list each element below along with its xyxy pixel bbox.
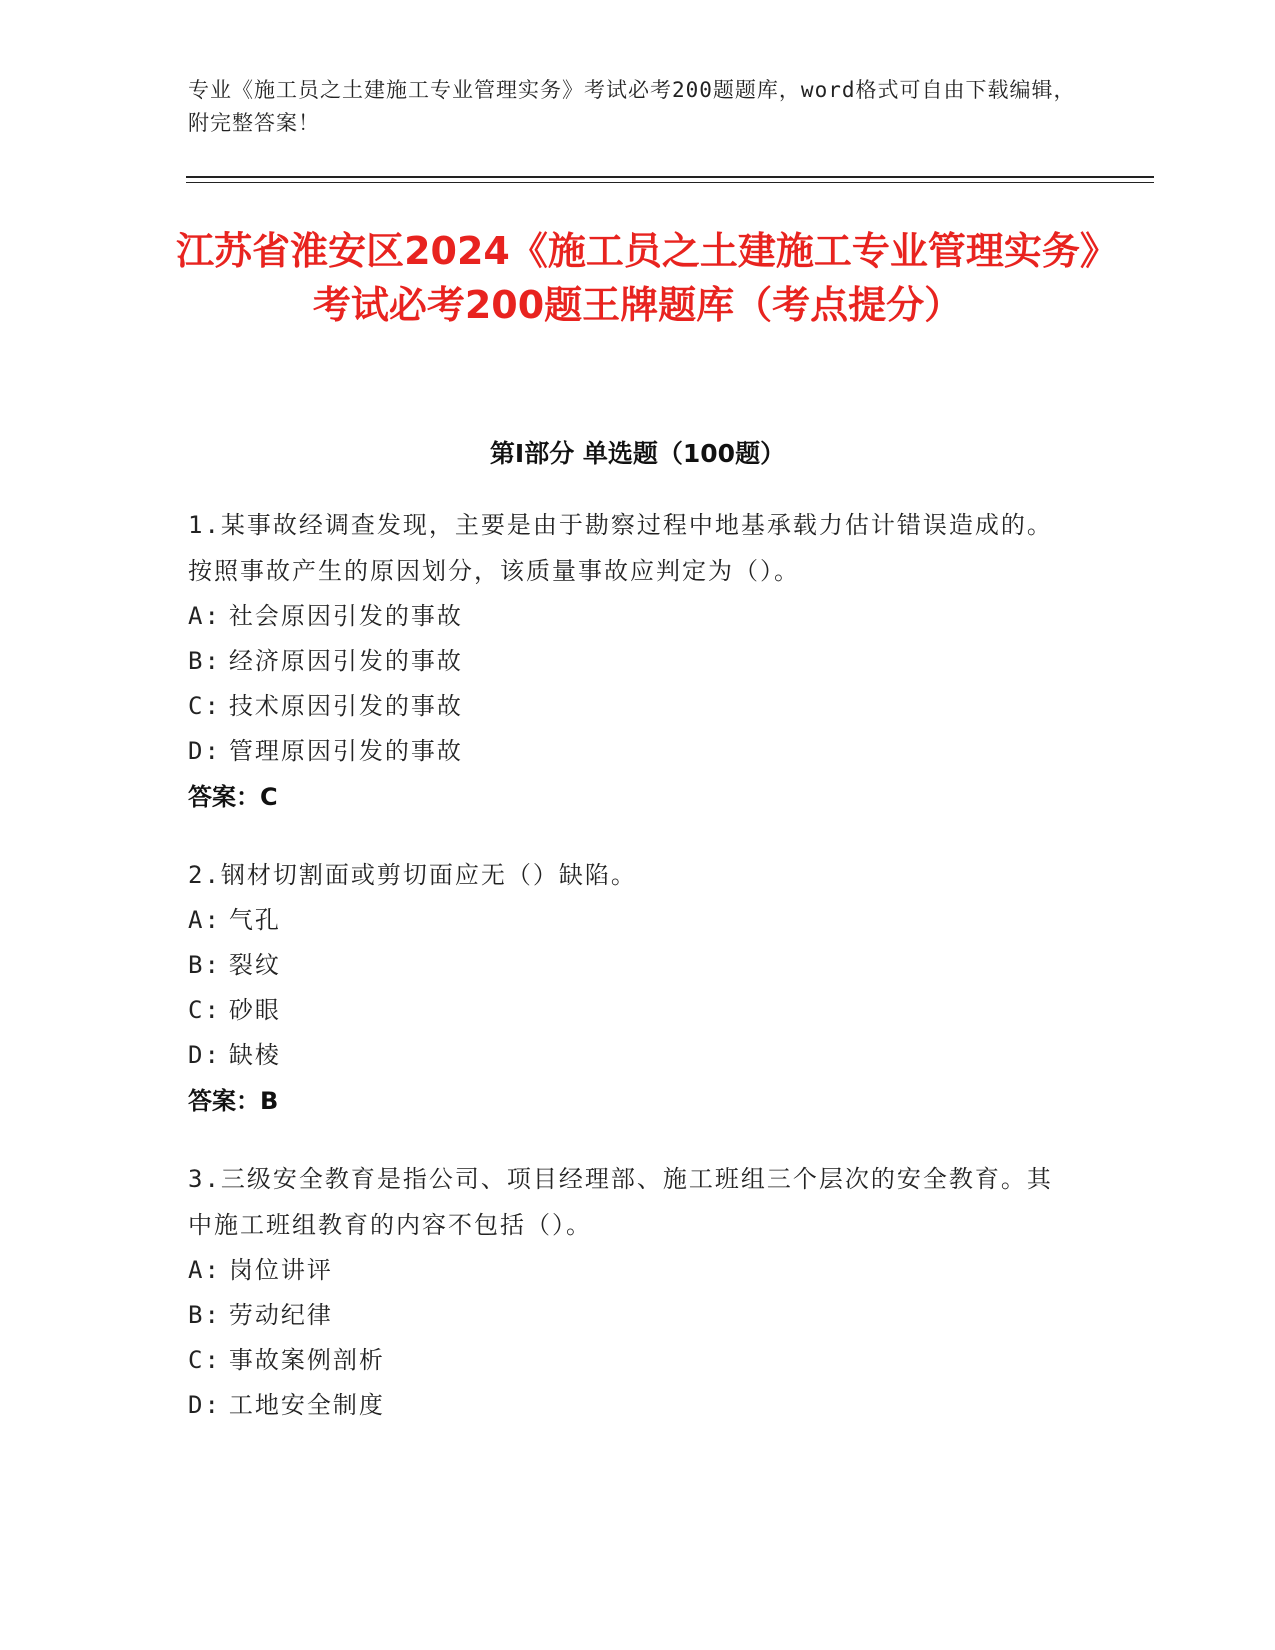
option-text: 技术原因引发的事故: [228, 692, 463, 720]
option-letter: C:: [188, 1346, 221, 1374]
question-stem: 2.钢材切割面或剪切面应无（）缺陷。: [188, 861, 637, 889]
option-b: [188, 943, 1068, 988]
answer-line: 答案：B: [188, 1087, 279, 1115]
option-d: [188, 729, 1068, 774]
option-d: [188, 1033, 1068, 1078]
option-a: [188, 898, 1068, 943]
question-3: [188, 1156, 1068, 1428]
option-text: 社会原因引发的事故: [228, 602, 463, 630]
option-letter: A:: [188, 1256, 221, 1284]
option-a: [188, 1248, 1068, 1293]
option-text: 裂纹: [228, 951, 281, 979]
option-text: 砂眼: [228, 996, 281, 1024]
option-letter: A:: [188, 906, 221, 934]
option-letter: B:: [188, 1301, 221, 1329]
option-letter: B:: [188, 951, 221, 979]
option-c: [188, 684, 1068, 729]
option-b: [188, 639, 1068, 684]
header-divider-thin: [186, 182, 1154, 183]
question-stem: 1.某事故经调查发现，主要是由于勘察过程中地基承载力估计错误造成的。按照事故产生的原因划分，该质量事故应判定为（）。: [188, 511, 1053, 585]
option-text: 事故案例剖析: [228, 1346, 385, 1374]
option-text: 管理原因引发的事故: [228, 737, 463, 765]
document-title: 江苏省淮安区2024《施工员之土建施工专业管理实务》考试必考200题王牌题库（考点提分）: [176, 229, 1099, 327]
question-1: [188, 502, 1068, 820]
question-stem: 3.三级安全教育是指公司、项目经理部、施工班组三个层次的安全教育。其中施工班组教育的内容不包括（）。: [188, 1165, 1053, 1239]
header-divider: [186, 176, 1154, 178]
option-text: 工地安全制度: [228, 1391, 385, 1419]
answer-line: 答案：C: [188, 783, 278, 811]
option-text: 缺棱: [228, 1041, 281, 1069]
option-text: 气孔: [228, 906, 281, 934]
header-note: 专业《施工员之土建施工专业管理实务》考试必考200题题库，word格式可自由下载编辑，附完整答案！: [188, 78, 1076, 135]
option-letter: D:: [188, 1041, 221, 1069]
option-letter: B:: [188, 647, 221, 675]
option-c: [188, 988, 1068, 1033]
option-letter: A:: [188, 602, 221, 630]
option-letter: C:: [188, 692, 221, 720]
option-text: 劳动纪律: [228, 1301, 333, 1329]
option-a: [188, 594, 1068, 639]
option-text: 岗位讲评: [228, 1256, 333, 1284]
option-b: [188, 1293, 1068, 1338]
question-2: [188, 852, 1068, 1124]
section-heading: 第Ⅰ部分 单选题（100题）: [489, 439, 786, 468]
option-text: 经济原因引发的事故: [228, 647, 463, 675]
option-d: [188, 1383, 1068, 1428]
option-c: [188, 1338, 1068, 1383]
option-letter: C:: [188, 996, 221, 1024]
option-letter: D:: [188, 737, 221, 765]
option-letter: D:: [188, 1391, 221, 1419]
